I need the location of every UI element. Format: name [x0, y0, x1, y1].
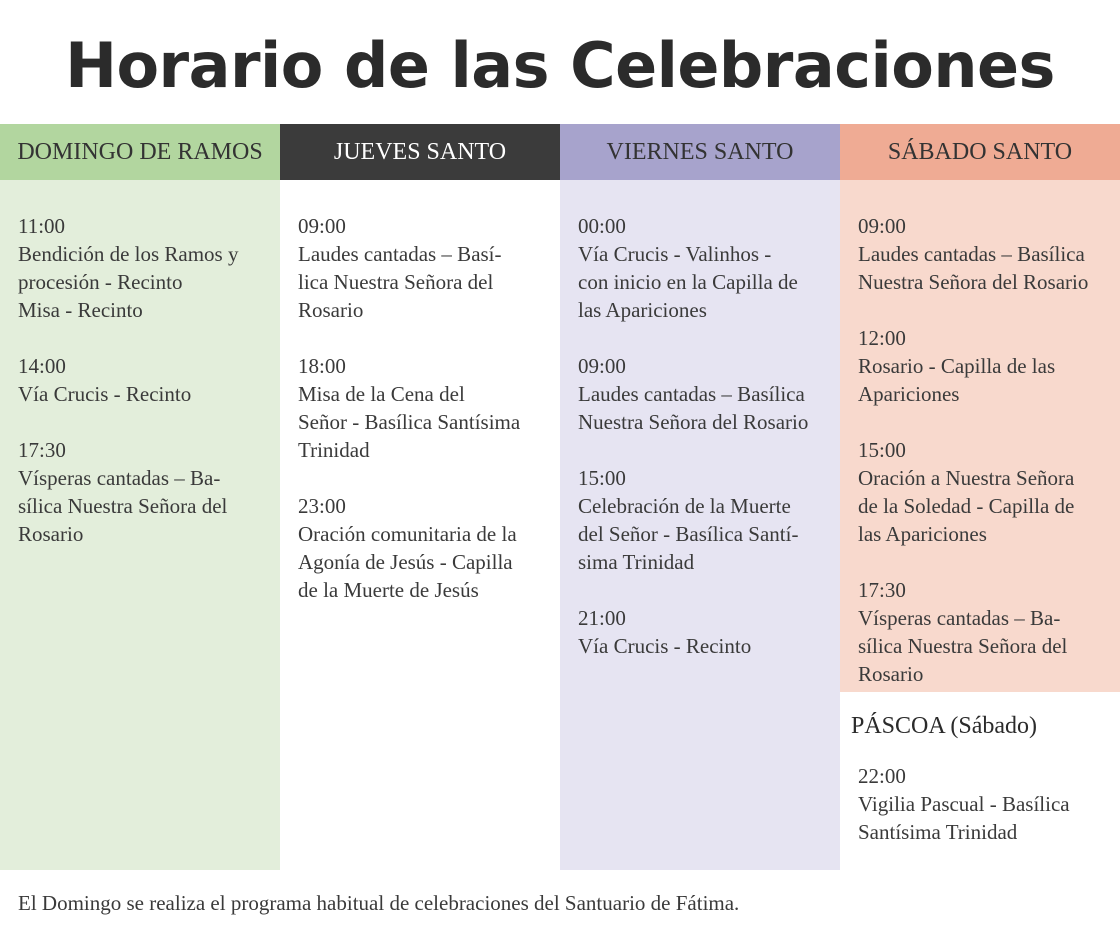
event-time: 09:00: [578, 354, 626, 378]
event-description: Laudes cantadas – Basí- lica Nuestra Señora del Rosario: [298, 242, 502, 322]
column-body: [280, 180, 560, 870]
event-item: [578, 212, 840, 324]
event-item: [858, 576, 1120, 688]
event-description: Vía Crucis - Recinto: [18, 382, 192, 406]
event-description: Vigilia Pascual - Basílica Santísima Trinidad: [858, 792, 1070, 844]
event-time: 21:00: [578, 606, 626, 630]
event-time: 14:00: [18, 354, 66, 378]
event-time: 17:30: [18, 438, 66, 462]
event-description: Bendición de los Ramos y procesión - Recinto Misa - Recinto: [18, 242, 239, 322]
event-description: Vísperas cantadas – Ba- sílica Nuestra Señora del Rosario: [18, 466, 228, 546]
event-item: [578, 604, 840, 660]
event-item: [18, 436, 280, 548]
column-viernes-santo: [560, 124, 840, 870]
event-item: [18, 212, 280, 324]
event-time: 15:00: [578, 466, 626, 490]
event-description: Vísperas cantadas – Ba- sílica Nuestra Señora del Rosario: [858, 606, 1068, 686]
event-time: 15:00: [858, 438, 906, 462]
event-time: 17:30: [858, 578, 906, 602]
footnote: El Domingo se realiza el programa habitual de celebraciones del Santuario de Fátima.: [18, 891, 740, 915]
column-body: [840, 180, 1120, 692]
column-header: VIERNES SANTO: [560, 124, 840, 180]
event-item: [578, 352, 840, 436]
column-header: SÁBADO SANTO: [840, 124, 1120, 180]
column-sabado-santo: [840, 124, 1120, 692]
pascoa-header: PÁSCOA (Sábado): [851, 713, 1038, 739]
event-item: [298, 492, 560, 604]
event-time: 09:00: [298, 214, 346, 238]
event-description: Laudes cantadas – Basílica Nuestra Señora del Rosario: [858, 242, 1089, 294]
column-body: [0, 180, 280, 870]
event-description: Rosario - Capilla de las Apariciones: [858, 354, 1056, 406]
event-description: Vía Crucis - Valinhos - con inicio en la Capilla de las Apariciones: [578, 242, 798, 322]
event-time: 18:00: [298, 354, 346, 378]
event-time: 12:00: [858, 326, 906, 350]
event-description: Misa de la Cena del Señor - Basílica Santísima Trinidad: [298, 382, 521, 462]
event-item: [858, 324, 1120, 408]
pascoa-body: [840, 742, 1120, 846]
event-item: [858, 436, 1120, 548]
event-time: 00:00: [578, 214, 626, 238]
event-time: 11:00: [18, 214, 66, 238]
event-item: [18, 352, 280, 408]
column-jueves-santo: [280, 124, 560, 870]
event-description: Oración a Nuestra Señora de la Soledad - Capilla de las Apariciones: [858, 466, 1075, 546]
page-title: Horario de las Celebraciones: [65, 29, 1055, 102]
event-description: Celebración de la Muerte del Señor - Basílica Santí- sima Trinidad: [578, 494, 799, 574]
pascoa-section: [840, 692, 1120, 846]
event-time: 22:00: [858, 764, 906, 788]
column-header: JUEVES SANTO: [280, 124, 560, 180]
event-description: Laudes cantadas – Basílica Nuestra Señora del Rosario: [578, 382, 809, 434]
event-item: [298, 352, 560, 464]
column-body: [560, 180, 840, 870]
event-item: [578, 464, 840, 576]
event-description: Oración comunitaria de la Agonía de Jesús - Capilla de la Muerte de Jesús: [298, 522, 517, 602]
event-description: Vía Crucis - Recinto: [578, 634, 752, 658]
event-time: 09:00: [858, 214, 906, 238]
column-header: DOMINGO DE RAMOS: [0, 124, 280, 180]
event-item: [858, 212, 1120, 296]
event-item: [298, 212, 560, 324]
event-time: 23:00: [298, 494, 346, 518]
column-domingo-de-ramos: [0, 124, 280, 870]
